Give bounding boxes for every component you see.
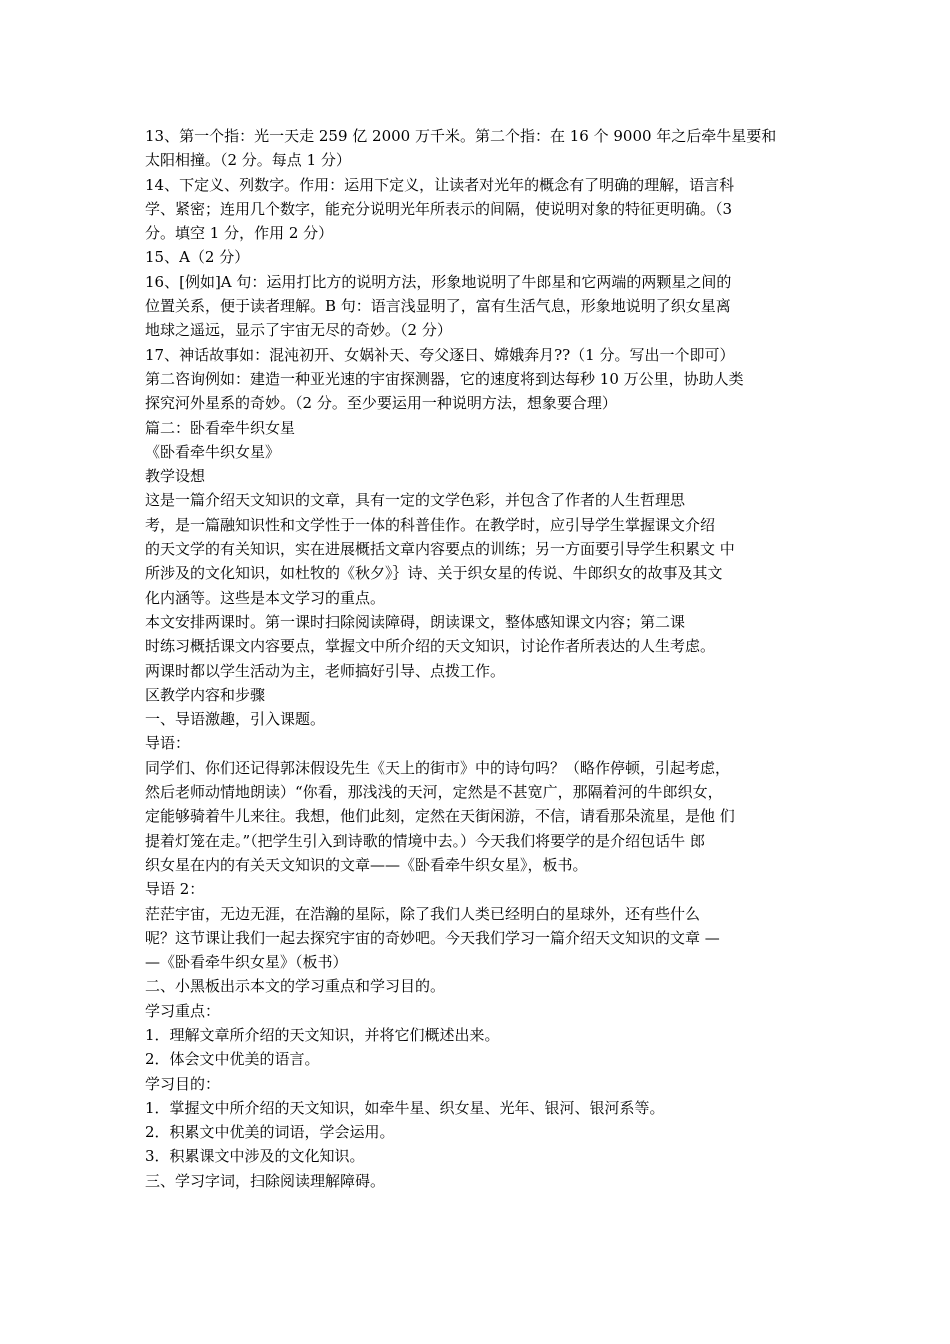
document-body [145,124,813,1193]
heading: 一、导语激趣，引入课题。 [145,710,326,729]
text-line: 分。填空 1 分，作用 2 分） [145,224,334,243]
text-line: 学、紧密；连用几个数字，能充分说明光年所表示的间隔，使说明对象的特征更明确。（3 [145,199,733,218]
text-line: 第二咨询例如：建造一种亚光速的宇宙探测器，它的速度将到达每秒 10 万公里，协助人类 [145,369,744,388]
text-line: 地球之遥远，显示了宇宙无尽的奇妙。（2 分） [145,321,452,340]
text-line: 定能够骑着牛儿来往。我想，他们此刻，定然在天街闲游，不信，请看那朵流星，是他 们 [145,807,735,826]
text-line: 时练习概括课文内容要点，掌握文中所介绍的天文知识，讨论作者所表达的人生考虑。 [145,637,716,656]
text-line: 16、[例如]A 句：运用打比方的说明方法，形象地说明了牛郎星和它两端的两颗星之间的 [145,272,732,291]
text-line: 13、第一个指：光一天走 259 亿 2000 万千米。第二个指：在 16 个 9000 年之后牵牛星要和 [145,127,777,145]
section-title: 篇二：卧看牵牛织女星 [145,418,296,437]
text-line: 本文安排两课时。第一课时扫除阅读障碍，朗读课文，整体感知课文内容；第二课 [145,612,686,631]
text-line: 两课时都以学生活动为主，老师搞好引导、点拨工作。 [145,661,506,680]
text-line: 提着灯笼在走。”（把学生引入到诗歌的情境中去。）今天我们将要学的是介绍包话牛 郎 [145,831,705,850]
text-line: —《卧看牵牛织女星》（板书） [145,953,348,972]
text-line: 探究河外星系的奇妙。（2 分。至少要运用一种说明方法，想象要合理） [145,394,617,413]
text-line: 织女星在内的有关天文知识的文章——《卧看牵牛织女星》，板书。 [145,855,588,874]
text-line: 位置关系，便于读者理解。B 句：语言浅显明了，富有生活气息，形象地说明了织女星离 [145,297,731,316]
text-line: 茫茫宇宙，无边无涯，在浩瀚的星际，除了我们人类已经明白的星球外，还有些什么 [145,904,701,923]
heading: 二、小黑板出示本文的学习重点和学习目的。 [145,977,446,996]
text-line: 同学们、你们还记得郭沫假设先生《天上的街市》中的诗句吗？（略作停顿，引起考虑， [145,758,731,777]
text-line: 学习重点： [145,1001,221,1020]
list-item: 3．积累课文中涉及的文化知识。 [145,1147,365,1166]
list-item: 2．积累文中优美的词语，学会运用。 [145,1123,395,1142]
heading: 教学设想 [145,467,206,486]
text-line: 呢？这节课让我们一起去探究宇宙的奇妙吧。今天我们学习一篇介绍天文知识的文章 — [145,928,720,947]
text-line: 太阳相撞。（2 分。每点 1 分） [145,151,351,170]
text-line: 17、神话故事如：混沌初开、女娲补天、夸父逐日、嫦娥奔月??（1 分。写出一个即可） [145,345,735,364]
heading: 三、学习字词，扫除阅读理解障碍。 [145,1171,386,1190]
text-line: 所涉及的文化知识，如杜牧的《秋夕》｝诗、关于织女星的传说、牛郎织女的故事及其文 [145,564,723,583]
list-item: 1．理解文章所介绍的天文知识，并将它们概述出来。 [145,1025,500,1044]
text-line: 导语 2： [145,880,205,899]
article-title: 《卧看牵牛织女星》 [145,442,281,461]
text-line: 化内涵等。这些是本文学习的重点。 [145,588,386,607]
list-item: 1．掌握文中所介绍的天文知识，如牵牛星、织女星、光年、银河、银河系等。 [145,1098,665,1117]
text-line: 这是一篇介绍天文知识的文章，具有一定的文学色彩，并包含了作者的人生哲理思 [145,491,686,510]
text-line: 考，是一篇融知识性和文学性于一体的科普佳作。在教学时，应引导学生掌握课文介绍 [145,515,716,534]
heading: 区教学内容和步骤 [145,685,266,704]
text-line: 的天文学的有关知识，实在进展概括文章内容要点的训练；另一方面要引导学生积累文 中 [145,540,735,559]
text-line: 15、A（2 分） [145,248,250,267]
list-item: 2．体会文中优美的语言。 [145,1050,320,1069]
text-line: 导语： [145,734,191,753]
text-line: 然后老师动情地朗读）“你看，那浅浅的天河，定然是不甚宽广，那隔着河的牛郎织女， [145,783,723,802]
text-line: 14、下定义、列数字。作用：运用下定义，让读者对光年的概念有了明确的理解，语言科 [145,175,735,194]
text-line: 学习目的： [145,1074,221,1093]
